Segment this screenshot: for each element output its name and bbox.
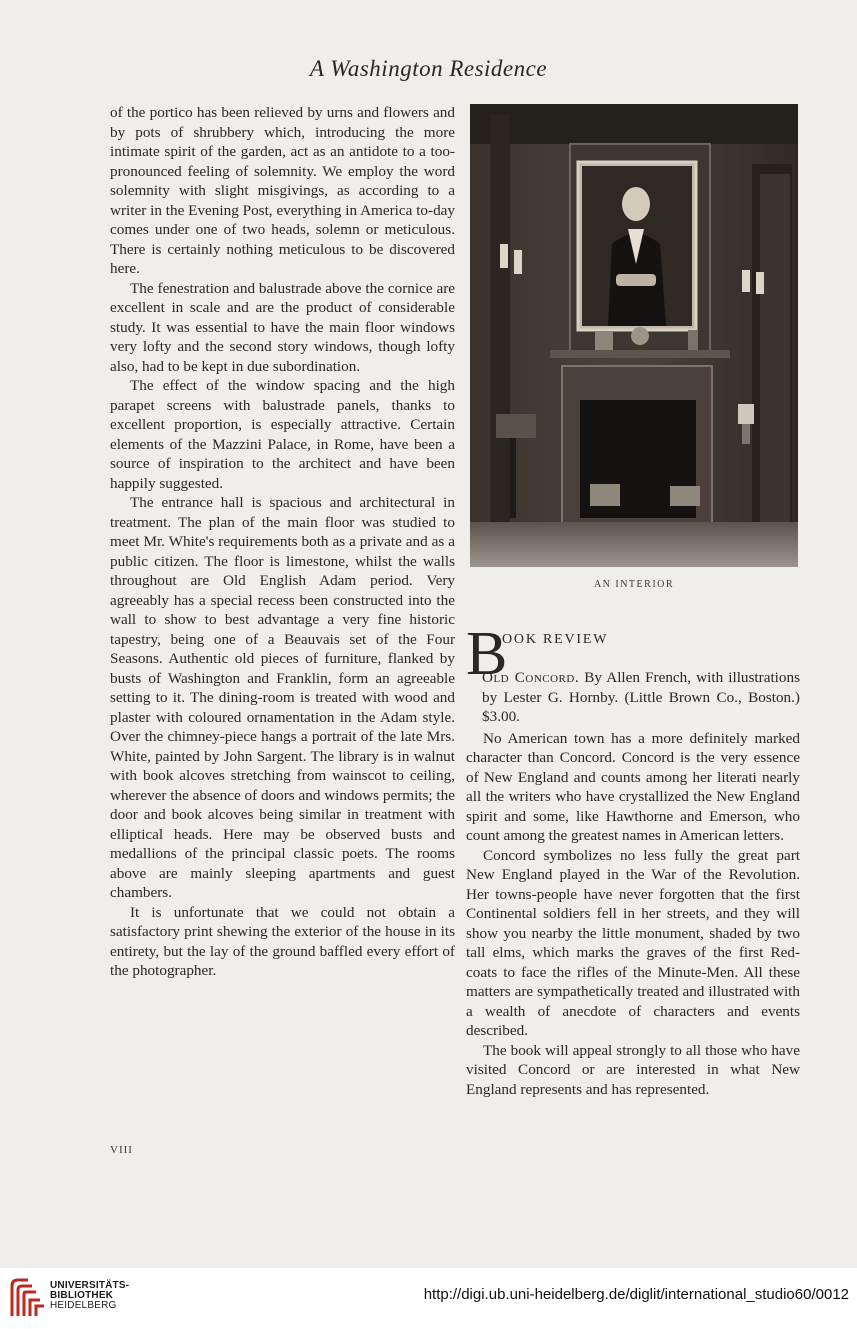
interior-photograph xyxy=(470,104,798,567)
running-head: A Washington Residence xyxy=(309,56,548,81)
section-heading-text: OOK REVIEW xyxy=(502,632,609,647)
review-entry xyxy=(466,668,800,727)
library-name-line: HEIDELBERG xyxy=(50,1300,117,1311)
book-details: By Allen French, with illustrations by Lester G. Hornby. (Little Brown Co., Boston.) $3.00. xyxy=(482,669,800,725)
paragraph: It is unfortunate that we could not obtain a satisfactory print shewing the exterior of the house in its entirety, but the lay of the ground baffled every effort of the photographer. xyxy=(110,903,455,979)
library-name xyxy=(50,1281,129,1311)
drop-cap: B xyxy=(466,620,508,688)
book-title: Old Concord. xyxy=(482,669,580,686)
interior-illustration xyxy=(470,104,798,567)
paragraph: The fenestration and balustrade above the cornice are excellent in scale and are the product of considerable study. It was essential to have the main floor windows very lofty and the second story windows, though lofty also, had to be kept in due subordination. xyxy=(110,279,455,375)
paragraph: The effect of the window spacing and the high parapet screens with balustrade panels, thanks to excellent proportion, is especially attractive. Certain elements of the Mazzini Palace, in Rome, have been a source of inspiration to the architect and have been happily suggested. xyxy=(110,377,455,492)
source-url-link[interactable]: http://digi.ub.uni-heidelberg.de/diglit/international_studio60/0012 xyxy=(423,1286,849,1303)
library-logo-icon xyxy=(8,1276,46,1320)
figure-caption: AN INTERIOR xyxy=(593,579,675,590)
paragraph: of the portico has been relieved by urns and flowers and by pots of shrubbery which, introducing the more intimate spirit of the garden, act as an antidote to a too-pronounced feeling of solemnity. We employ the word solemnity with slight misgivings, as according to a writer in the Evening Post, everything in America to-day comes under one of two heads, solemn or meticulous. There is certainly nothing meticulous to be discovered here. xyxy=(110,104,455,277)
review-paragraph: The book will appeal strongly to all those who have visited Concord or are interested in what New England represents and has represented. xyxy=(466,1041,800,1098)
footer-bar xyxy=(0,1268,857,1329)
left-column xyxy=(110,103,455,981)
page-folio: VIII xyxy=(110,1144,133,1156)
library-name-line: UNIVERSITÄTS- xyxy=(50,1280,130,1291)
library-name-line: BIBLIOTHEK xyxy=(50,1290,114,1301)
review-paragraph: No American town has a more definitely marked character than Concord. Concord is the very essence of New England and counts among her literati nearly all the writers who have crystallized the New England spirit and some, like Hawthorne and Emerson, who count among the greatest names in American letters. xyxy=(466,729,800,844)
book-review-column xyxy=(466,620,800,1099)
review-paragraph: Concord symbolizes no less fully the great part New England played in the War of the Revolution. Her towns-people have never forgotten that the first Continental soldiers fell in her streets, and they will show you nearby the little monument, shaded by two tall elms, which marks the graves of the first Red-coats to face the rifles of the Minute-Men. All these matters are sympathetically treated and illustrated with a wealth of anecdote of characters and events described. xyxy=(466,846,800,1039)
paragraph: The entrance hall is spacious and architectural in treatment. The plan of the main floor was studied to meet Mr. White's requirements both as a private and as a public citizen. The floor is limestone, whilst the walls throughout are Old English Adam period. Very agreeably has a special recess been constructed into the wall to show to best advantage a very fine historic tapestry, being one of a Beauvais set of the Four Seasons. Authentic old pieces of furniture, flanked by busts of Washington and Franklin, form an agreeable setting to it. The dining-room is treated with wood and plaster with coloured ornamentation in the Adam style. Over the chimney-piece hangs a portrait of the late Mrs. White, painted by John Sargent. The library is in walnut with book alcoves stretching from wainscot to ceiling, wherever the absence of doors and windows permits; the door and book alcoves being similar in treatment with elliptical heads. Here may be observed busts and medallions of the principal classic poets. The rooms above are mainly sleeping apartments and guest chambers. xyxy=(110,494,455,901)
